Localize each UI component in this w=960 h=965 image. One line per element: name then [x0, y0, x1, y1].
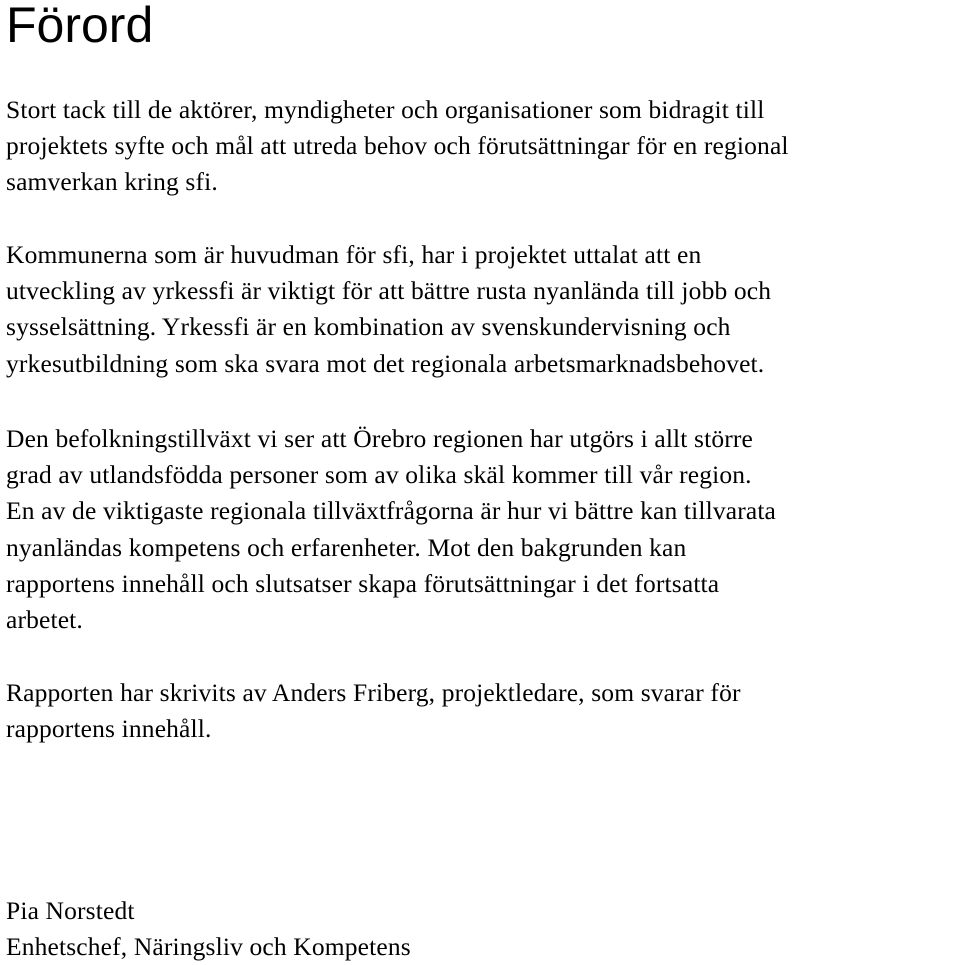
paragraph-line: sysselsättning. Yrkessfi är en kombination av svenskundervisning och — [6, 312, 731, 342]
paragraph-line: Stort tack till de aktörer, myndigheter och organisationer som bidragit till — [6, 95, 765, 124]
paragraph-population-growth — [6, 421, 776, 638]
page-title: Förord — [6, 0, 154, 53]
paragraph-line: samverkan kring sfi. — [6, 167, 218, 197]
paragraph-line: projektets syfte och mål att utreda behov och förutsättningar för en regional — [6, 131, 789, 161]
paragraph-line: Rapporten har skrivits av Anders Friberg, projektledare, som svarar för — [6, 678, 741, 707]
paragraph-municipalities — [6, 237, 771, 382]
paragraph-line: utveckling av yrkessfi är viktigt för att bättre rusta nyanlända till jobb och — [6, 276, 772, 306]
paragraph-line: Den befolkningstillväxt vi ser att Örebro regionen har utgörs i allt större — [6, 424, 754, 453]
paragraph-line: rapportens innehåll och slutsatser skapa förutsättningar i det fortsatta — [6, 568, 720, 598]
signature-name: Pia Norstedt — [6, 896, 135, 925]
paragraph-line: rapportens innehåll. — [6, 714, 212, 744]
signature-block — [6, 893, 411, 965]
paragraph-line: yrkesutbildning som ska svara mot det regionala arbetsmarknadsbehovet. — [6, 348, 765, 378]
paragraph-line: Kommunerna som är huvudman för sfi, har i projektet uttalat att en — [6, 240, 702, 269]
signature-role: Enhetschef, Näringsliv och Kompetens — [6, 932, 411, 962]
paragraph-thanks — [6, 92, 789, 201]
paragraph-line: nyanländas kompetens och erfarenheter. Mot den bakgrunden kan — [6, 532, 687, 562]
paragraph-line: arbetet. — [6, 605, 83, 635]
paragraph-line: grad av utlandsfödda personer som av olika skäl kommer till vår region. — [6, 460, 752, 490]
paragraph-author — [6, 675, 741, 747]
paragraph-line: En av de viktigaste regionala tillväxtfrågorna är hur vi bättre kan tillvarata — [6, 496, 777, 526]
